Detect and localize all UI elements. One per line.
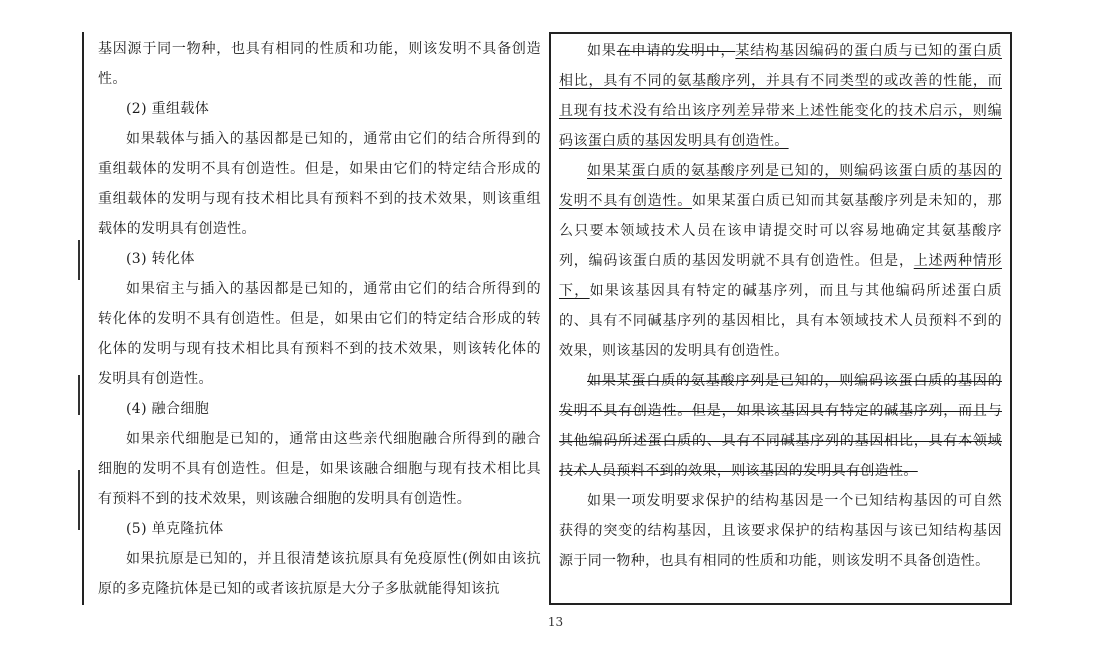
inserted-text: 上述两种情形下， [559,253,1002,299]
left-paragraph: 如果宿主与插入的基因都是已知的，通常由它们的结合所得到的转化体的发明不具有创造性。但是，如果由它们的特定结合形成的转化体的发明与现有技术相比具有预料不到的技术效果，则该转化体的发明具有创造性。 [98,281,541,387]
right-paragraph [559,156,1002,366]
left-paragraph: 如果亲代细胞是已知的，通常由这些亲代细胞融合所得到的融合细胞的发明不具有创造性。但是，如果该融合细胞与现有技术相比具有预料不到的技术效果，则该融合细胞的发明具有创造性。 [98,431,541,507]
change-bar [78,240,80,280]
section-heading: (2) 重组载体 [126,101,210,117]
section-heading: (3) 转化体 [126,251,195,267]
deleted-text: 在申请的发明中， [616,43,736,59]
plain-text: 如果 [587,43,617,59]
section-heading: (5) 单克隆抗体 [126,521,224,537]
page-number: 13 [547,615,564,629]
section-heading: (4) 融合细胞 [126,401,210,417]
right-paragraph: 如果一项发明要求保护的结构基因是一个已知结构基因的可自然获得的突变的结构基因，且该要求保护的结构基因与该已知结构基因源于同一物种，也具有相同的性质和功能，则该发明不具备创造性。 [559,493,1002,569]
right-column [549,32,1012,605]
inserted-text: 某结构基因编码的蛋白质与已知的蛋白质相比，具有不同的氨基酸序列，并具有不同类型的或改善的性能，而且现有技术没有给出该序列差异带来上述性能变化的技术启示，则编码该蛋白质的基因发明具有创造性。 [559,43,1002,149]
left-paragraph: 如果抗原是已知的，并且很清楚该抗原具有免疫原性(例如由该抗原的多克隆抗体是已知的或者该抗原是大分子多肽就能得知该抗 [98,551,541,597]
change-bar [78,470,80,530]
plain-text: 如果某蛋白质已知而其氨基酸序列是未知的，那么只要本领域技术人员在该申请提交时可以容易地确定其氨基酸序列，编码该蛋白质的基因发明就不具有创造性。但是， [559,193,1002,269]
deleted-paragraph: 如果某蛋白质的氨基酸序列是已知的，则编码该蛋白质的基因的发明不具有创造性。但是，如果该基因具有特定的碱基序列，而且与其他编码所述蛋白质的、具有不同碱基序列的基因相比，具有本领域技术人员预料不到的效果，则该基因的发明具有创造性。 [559,373,1002,479]
right-paragraph [559,36,1002,156]
change-bar [78,375,80,415]
comparison-table [82,32,1012,605]
left-paragraph: 如果载体与插入的基因都是已知的，通常由它们的结合所得到的重组载体的发明不具有创造性。但是，如果由它们的特定结合形成的重组载体的发明与现有技术相比具有预料不到的技术效果，则该重组载体的发明具有创造性。 [98,131,541,237]
left-column [82,32,549,605]
plain-text: 如果该基因具有特定的碱基序列，而且与其他编码所述蛋白质的、具有不同碱基序列的基因相比，具有本领域技术人员预料不到的效果，则该基因的发明具有创造性。 [559,283,1002,359]
inserted-text: 如果某蛋白质的氨基酸序列是已知的，则编码该蛋白质的基因的发明不具有创造性。 [559,163,1002,209]
left-paragraph: 基因源于同一物种，也具有相同的性质和功能，则该发明不具备创造性。 [98,41,541,87]
